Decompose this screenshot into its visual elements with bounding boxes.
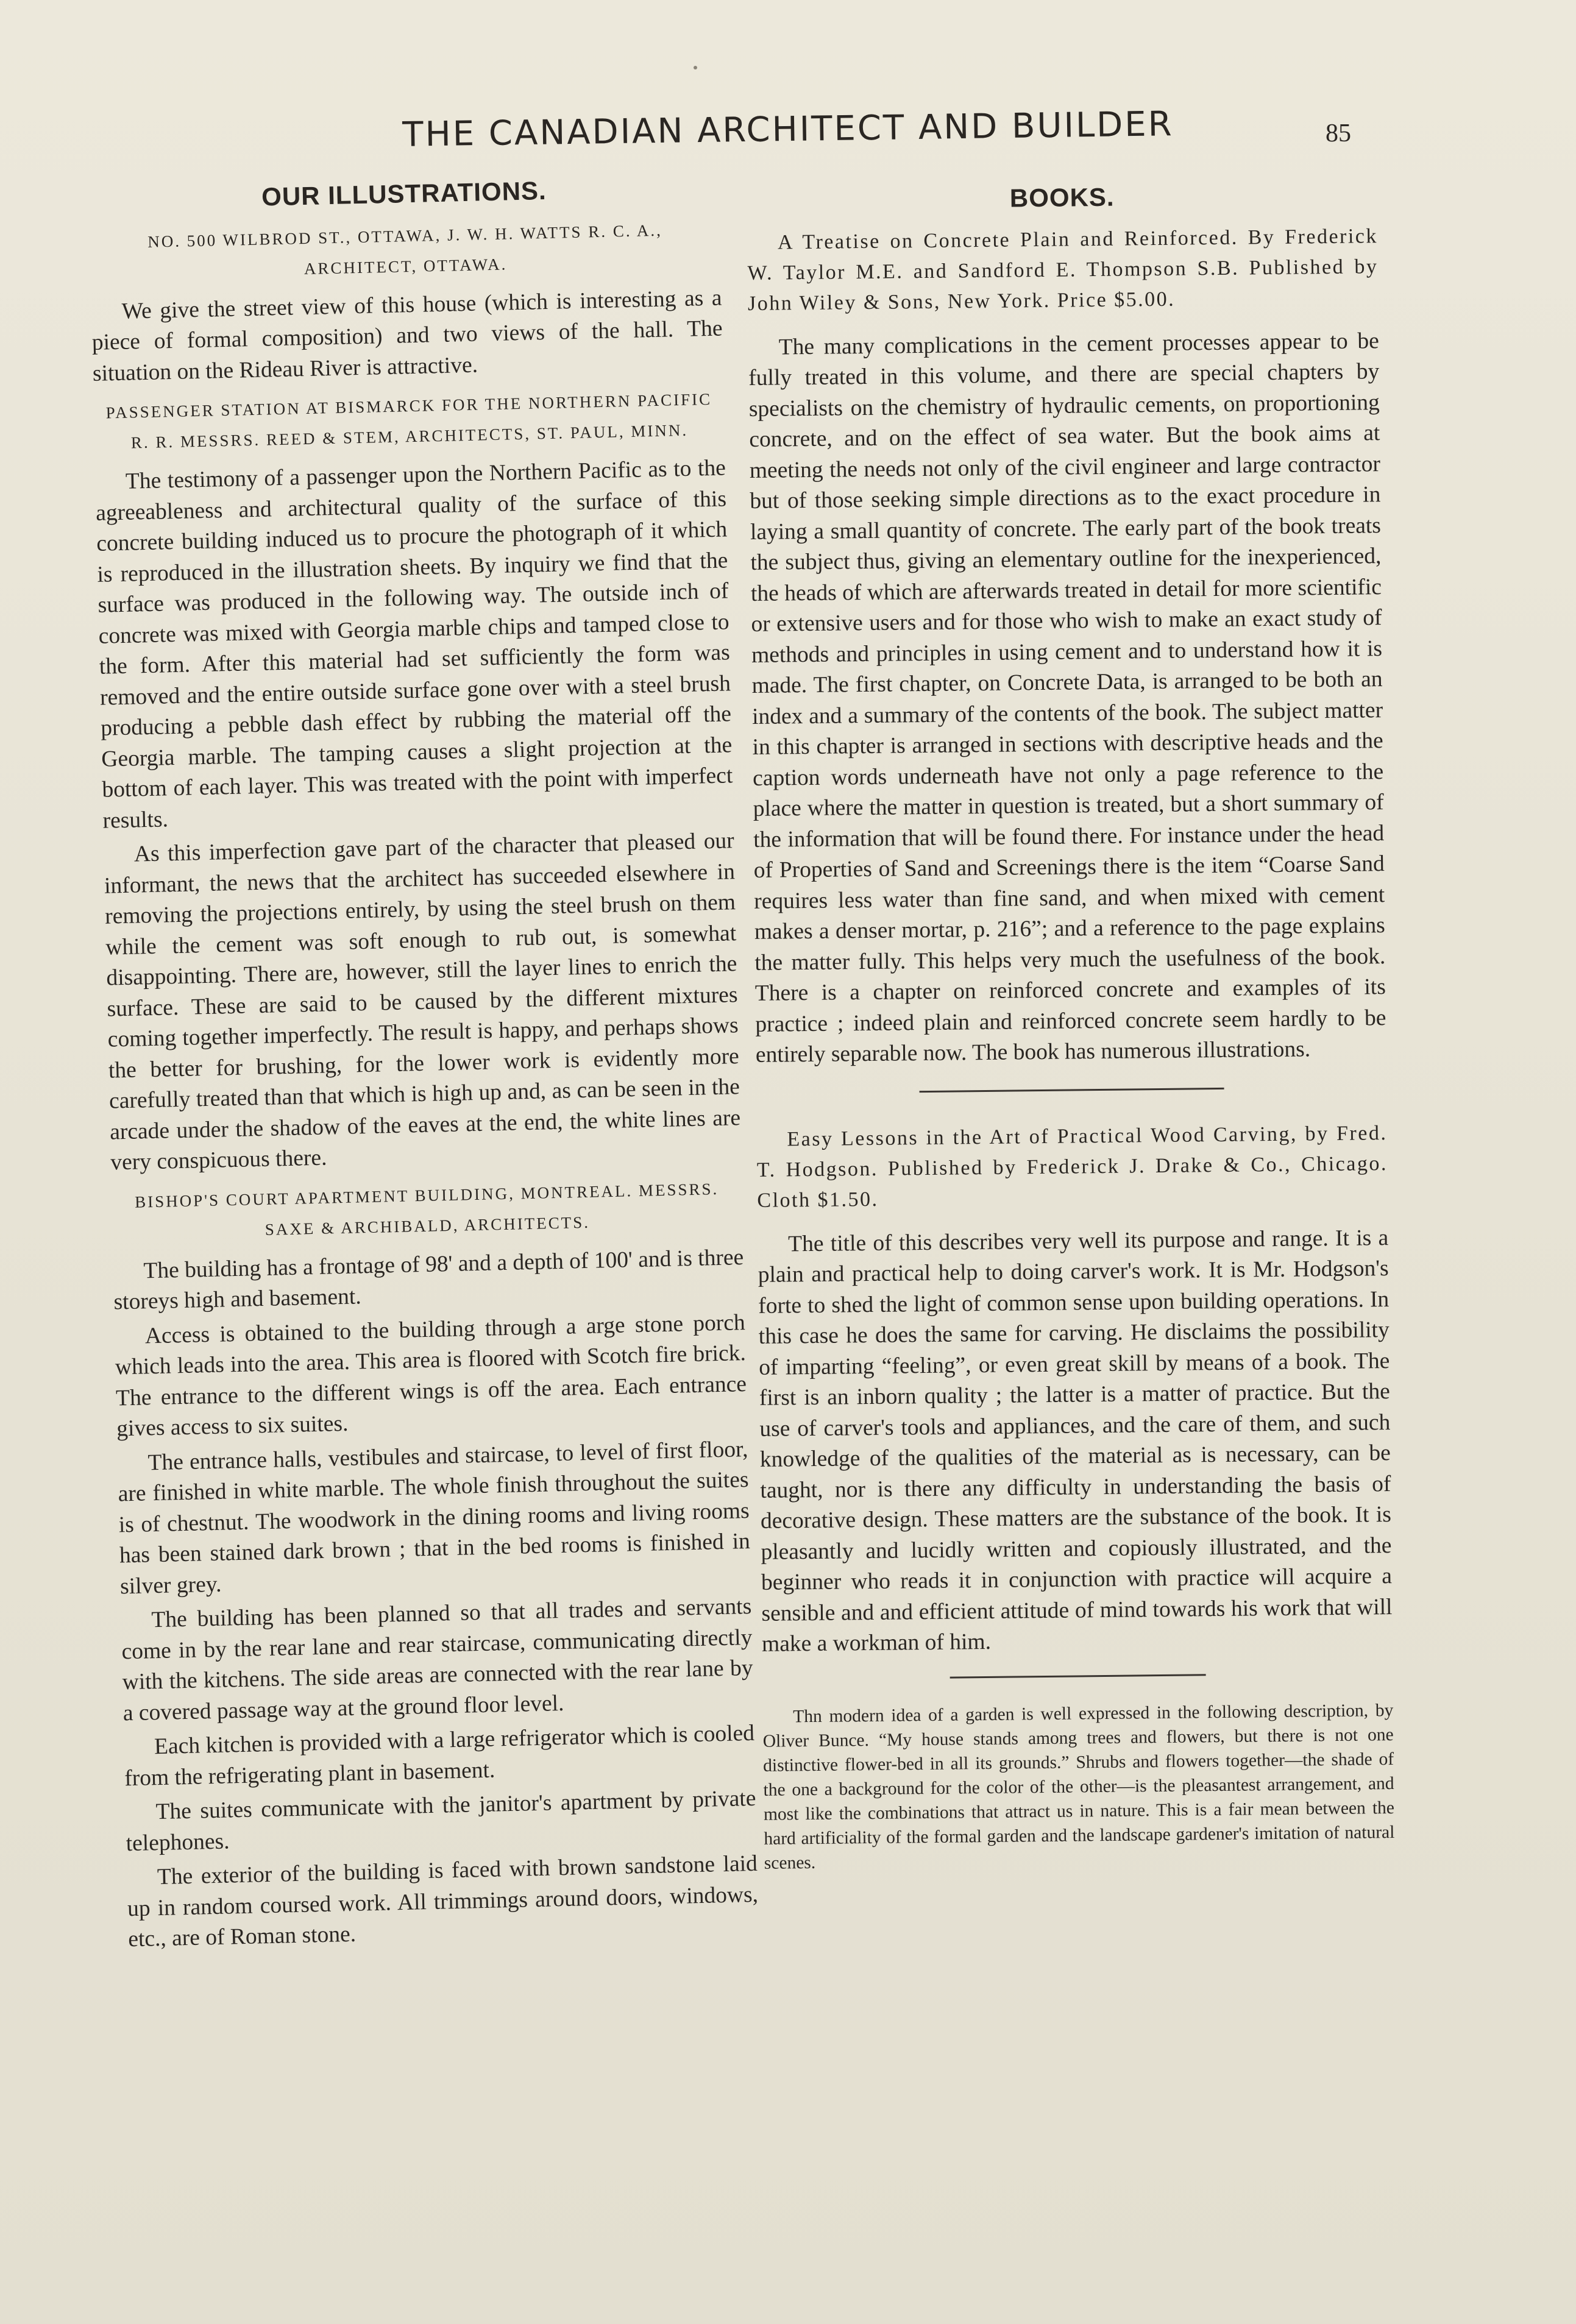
paragraph: Access is obtained to the building through a arge stone porch which leads into the area. This area is floored with Scotch fire brick. The entrance to the different wings is off the area. Each entrance gives access to six suites.	[115, 1309, 747, 1442]
illustration-subheading: PASSENGER STATION AT BISMARCK FOR THE NORTHERN PACIFIC R. R. MESSRS. REED & STEM, ARCHITECTS, ST. PAUL, MINN.	[105, 389, 712, 452]
paragraph: The exterior of the building is faced with brown sandstone laid up in random coursed work. All trimmings around doors, windows, etc., are of Roman stone.	[127, 1851, 759, 1952]
paragraph: We give the street view of this house (which is interesting as a piece of formal composition) and two views of the hall. The situation on the Rideau River is attractive.	[91, 285, 723, 386]
section-heading-books: BOOKS.	[1009, 182, 1115, 213]
left-column	[88, 172, 759, 1959]
paragraph: The testimony of a passenger upon the Northern Pacific as to the agreeableness and architectural quality of the surface of this concrete building induced us to procure the photograph of it which is reproduced in the illustration sheets. By inquiry we find that the surface was produced in the following way. The outside inch of concrete was mixed with Georgia marble chips and tamped close to the form. After this material had set sufficiently the form was removed and the entire outside surface gone over with a steel brush producing a pebble dash effect by rubbing the material off the Georgia marble. The tamping causes a slight projection at the bottom of each layer. This was treated with the point with imperfect results.	[95, 455, 733, 834]
right-column	[747, 179, 1395, 1893]
paragraph: The suites communicate with the janitor's apartment by private telephones.	[126, 1785, 756, 1856]
paragraph: As this imperfection gave part of the character that pleased our informant, the news that the architect has succeeded elsewhere in removing the projections entirely, by using the steel brush on them while the cement was soft enough to rub out, is somewhat disappointing. There are, however, still the layer lines to enrich the surface. These are said to be caused by the different mixtures coming together imperfectly. The result is happy, and perhaps shows the better for brushing, for the lower work is evidently more carefully treated than that which is high up and, as can be seen in the arcade under the shadow of the eaves at the end, the white lines are very conspicuous there.	[104, 828, 741, 1175]
book-review-paragraph: The many complications in the cement processes appear to be fully treated in this volume, and there are special chapters by specialists on the chemistry of hydraulic cements, on proportioning concrete, and on the effect of sea water. But the book aims at meeting the needs not only of the civil engineer and large contractor but of those seeking simple directions as to the exact procedure in laying a small quantity of concrete. The early part of the book treats the subject thus, giving an elementary outline for the inexperienced, the heads of which are afterwards treated in detail for more scientific or extensive users and for those who wish to make an exact study of methods and principles in using cement and to understand how it is made. The first chapter, on Concrete Data, is arranged to be both an index and a summary of the contents of the book. The subject matter in this chapter is arranged in sections with descriptive heads and the caption words underneath have not only a page reference to the place where the matter in question is treated, but a short summary of the information that will be found there. For instance under the head of Properties of Sand and Screenings there is the item “Coarse Sand requires less water than fine sand, and when mixed with cement makes a denser mortar, p. 216”; and a reference to the page explains the matter fully. This helps very much the usefulness of the book. There is a chapter on reinforced concrete and examples of its practice ; indeed plain and reinforced concrete seem hardly to be entirely separable now. The book has numerous illustrations.	[748, 328, 1386, 1068]
page-number: 85	[1326, 119, 1351, 147]
book-review-paragraph: The title of this describes very well its purpose and range. It is a plain and practical help to doing carver's work. It is Mr. Hodgson's forte to shed the light of common sense upon building operations. In this case he does the same for carving. He disclaims the possibility of imparting “feeling”, or even great skill by means of a book. The first is an inborn quality ; the latter is a matter of practice. But the use of carver's tools and appliances, and the care of them, and such knowledge of the qualities of the material as is necessary, can be taught, nor is there any difficulty in understanding the basis of decorative design. These matters are the substance of the book. It is pleasantly and lucidly written and copiously illustrated, and the beginner who reads it in conjunction with practice will acquire a sensible and and efficient attitude of mind towards his work that will make a workman of him.	[758, 1225, 1393, 1657]
paragraph: The entrance halls, vestibules and staircase, to level of first floor, are finished in white marble. The whole finish throughout the suites is of chestnut. The woodwork in the dining rooms and living rooms has been stained dark brown ; that in the bed rooms is finished in silver grey.	[118, 1436, 751, 1599]
garden-note: Thn modern idea of a garden is well expressed in the following description, by Oliver Bunce. “My house stands among trees and flowers, but there is not one distinctive flower-bed in all its grounds.” Shrubs and flowers together—the shade of the one a background for the color of the other—is the pleasantest arrangement, and most like the combinations that attract us in nature. This is a fair mean between the hard artificiality of the formal garden and the landscape gardener's imitation of natural scenes.	[762, 1700, 1395, 1873]
section-heading-illustrations: OUR ILLUSTRATIONS.	[261, 175, 547, 211]
paragraph: The building has a frontage of 98' and a depth of 100' and is three storeys high and basement.	[113, 1244, 744, 1315]
illustration-subheading: NO. 500 WILBROD ST., OTTAWA, J. W. H. WATTS R. C. A., ARCHITECT, OTTAWA.	[147, 221, 663, 278]
paper-speck	[694, 66, 697, 69]
illustration-subheading: BISHOP'S COURT APARTMENT BUILDING, MONTREAL. MESSRS. SAXE & ARCHIBALD, ARCHITECTS.	[134, 1179, 719, 1239]
paragraph: Each kitchen is provided with a large refrigerator which is cooled from the refrigerating plant in basement.	[124, 1720, 755, 1791]
page-title: THE CANADIAN ARCHITECT AND BUILDER	[402, 104, 1174, 155]
section-divider	[919, 1087, 1224, 1092]
book-title: A Treatise on Concrete Plain and Reinforced. By Frederick W. Taylor M.E. and Sandford E. Thompson S.B. Published by John Wiley & Sons, New York. Price $5.00.	[747, 224, 1379, 315]
section-divider	[950, 1674, 1205, 1678]
book-title: Easy Lessons in the Art of Practical Wood Carving, by Fred. T. Hodgson. Published by Frederick J. Drake & Co., Chicago. Cloth $1.50.	[756, 1121, 1388, 1212]
paragraph: The building has been planned so that all trades and servants come in by the rear lane and rear staircase, communicating directly with the kitchens. The side areas are connected with the rear lane by a covered passage way at the ground floor level.	[121, 1593, 753, 1726]
